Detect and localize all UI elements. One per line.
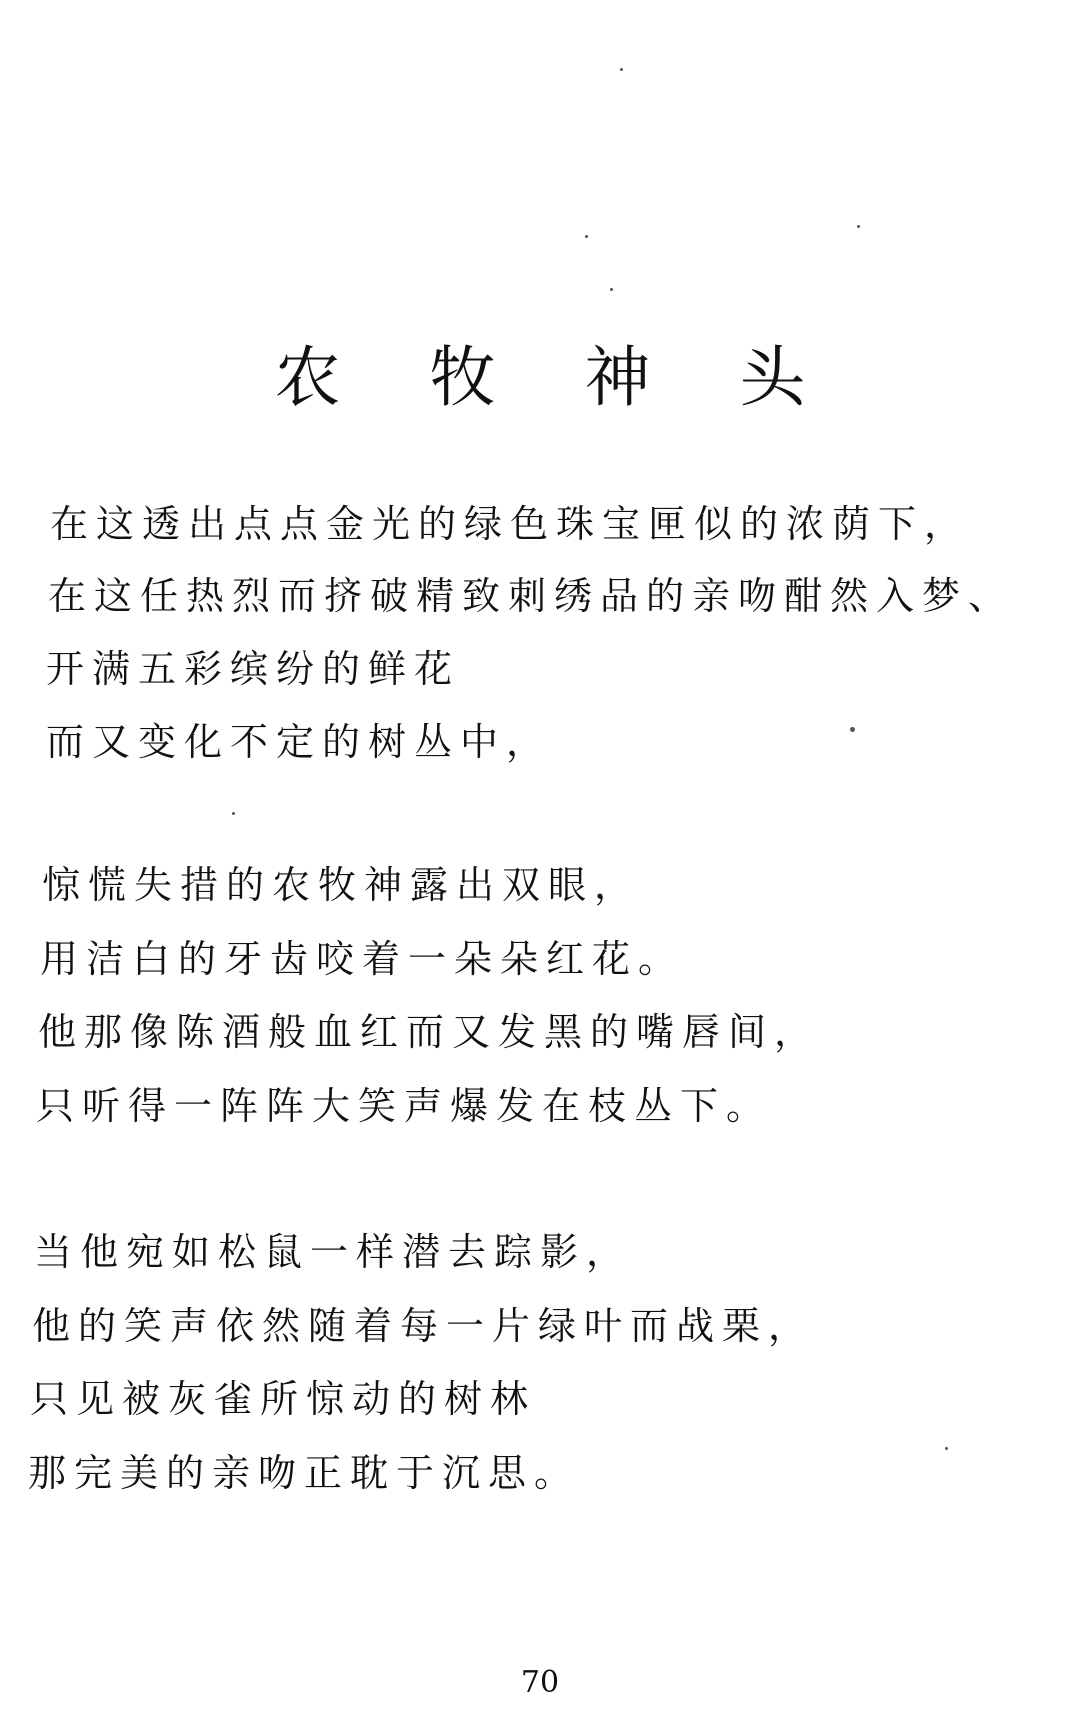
poem-line: 在这任热烈而挤破精致刺绣品的亲吻酣然入梦、 [48, 574, 1015, 618]
poem-line: 只听得一阵阵大笑声爆发在枝丛下。 [36, 1084, 773, 1128]
poem-line: 在这透出点点金光的绿色珠宝匣似的浓荫下， [50, 502, 971, 546]
scan-speck [850, 727, 855, 732]
scan-speck [232, 812, 235, 815]
scan-speck [945, 1447, 948, 1450]
scan-speck [610, 288, 613, 291]
poem-line: 他的笑声依然随着每一片绿叶而战栗， [32, 1304, 815, 1348]
poem-title: 农 牧 神 头 [274, 339, 840, 416]
scan-speck [620, 68, 623, 71]
scan-speck [857, 225, 860, 228]
poem-line: 他那像陈酒般血红而又发黑的嘴唇间， [38, 1010, 821, 1054]
poem-line: 开满五彩缤纷的鲜花 [46, 647, 461, 691]
poem-line: 当他宛如松鼠一样潜去踪影， [34, 1230, 633, 1274]
page-number: 70 [520, 1665, 560, 1700]
poem-line: 那完美的亲吻正耽于沉思。 [28, 1451, 581, 1495]
poem-line: 而又变化不定的树丛中， [46, 720, 553, 764]
scan-speck [585, 235, 588, 238]
poem-line: 只见被灰雀所惊动的树林 [30, 1377, 537, 1421]
poem-line: 惊慌失措的农牧神露出双眼， [42, 863, 641, 907]
poem-line: 用洁白的牙齿咬着一朵朵红花。 [40, 937, 685, 981]
